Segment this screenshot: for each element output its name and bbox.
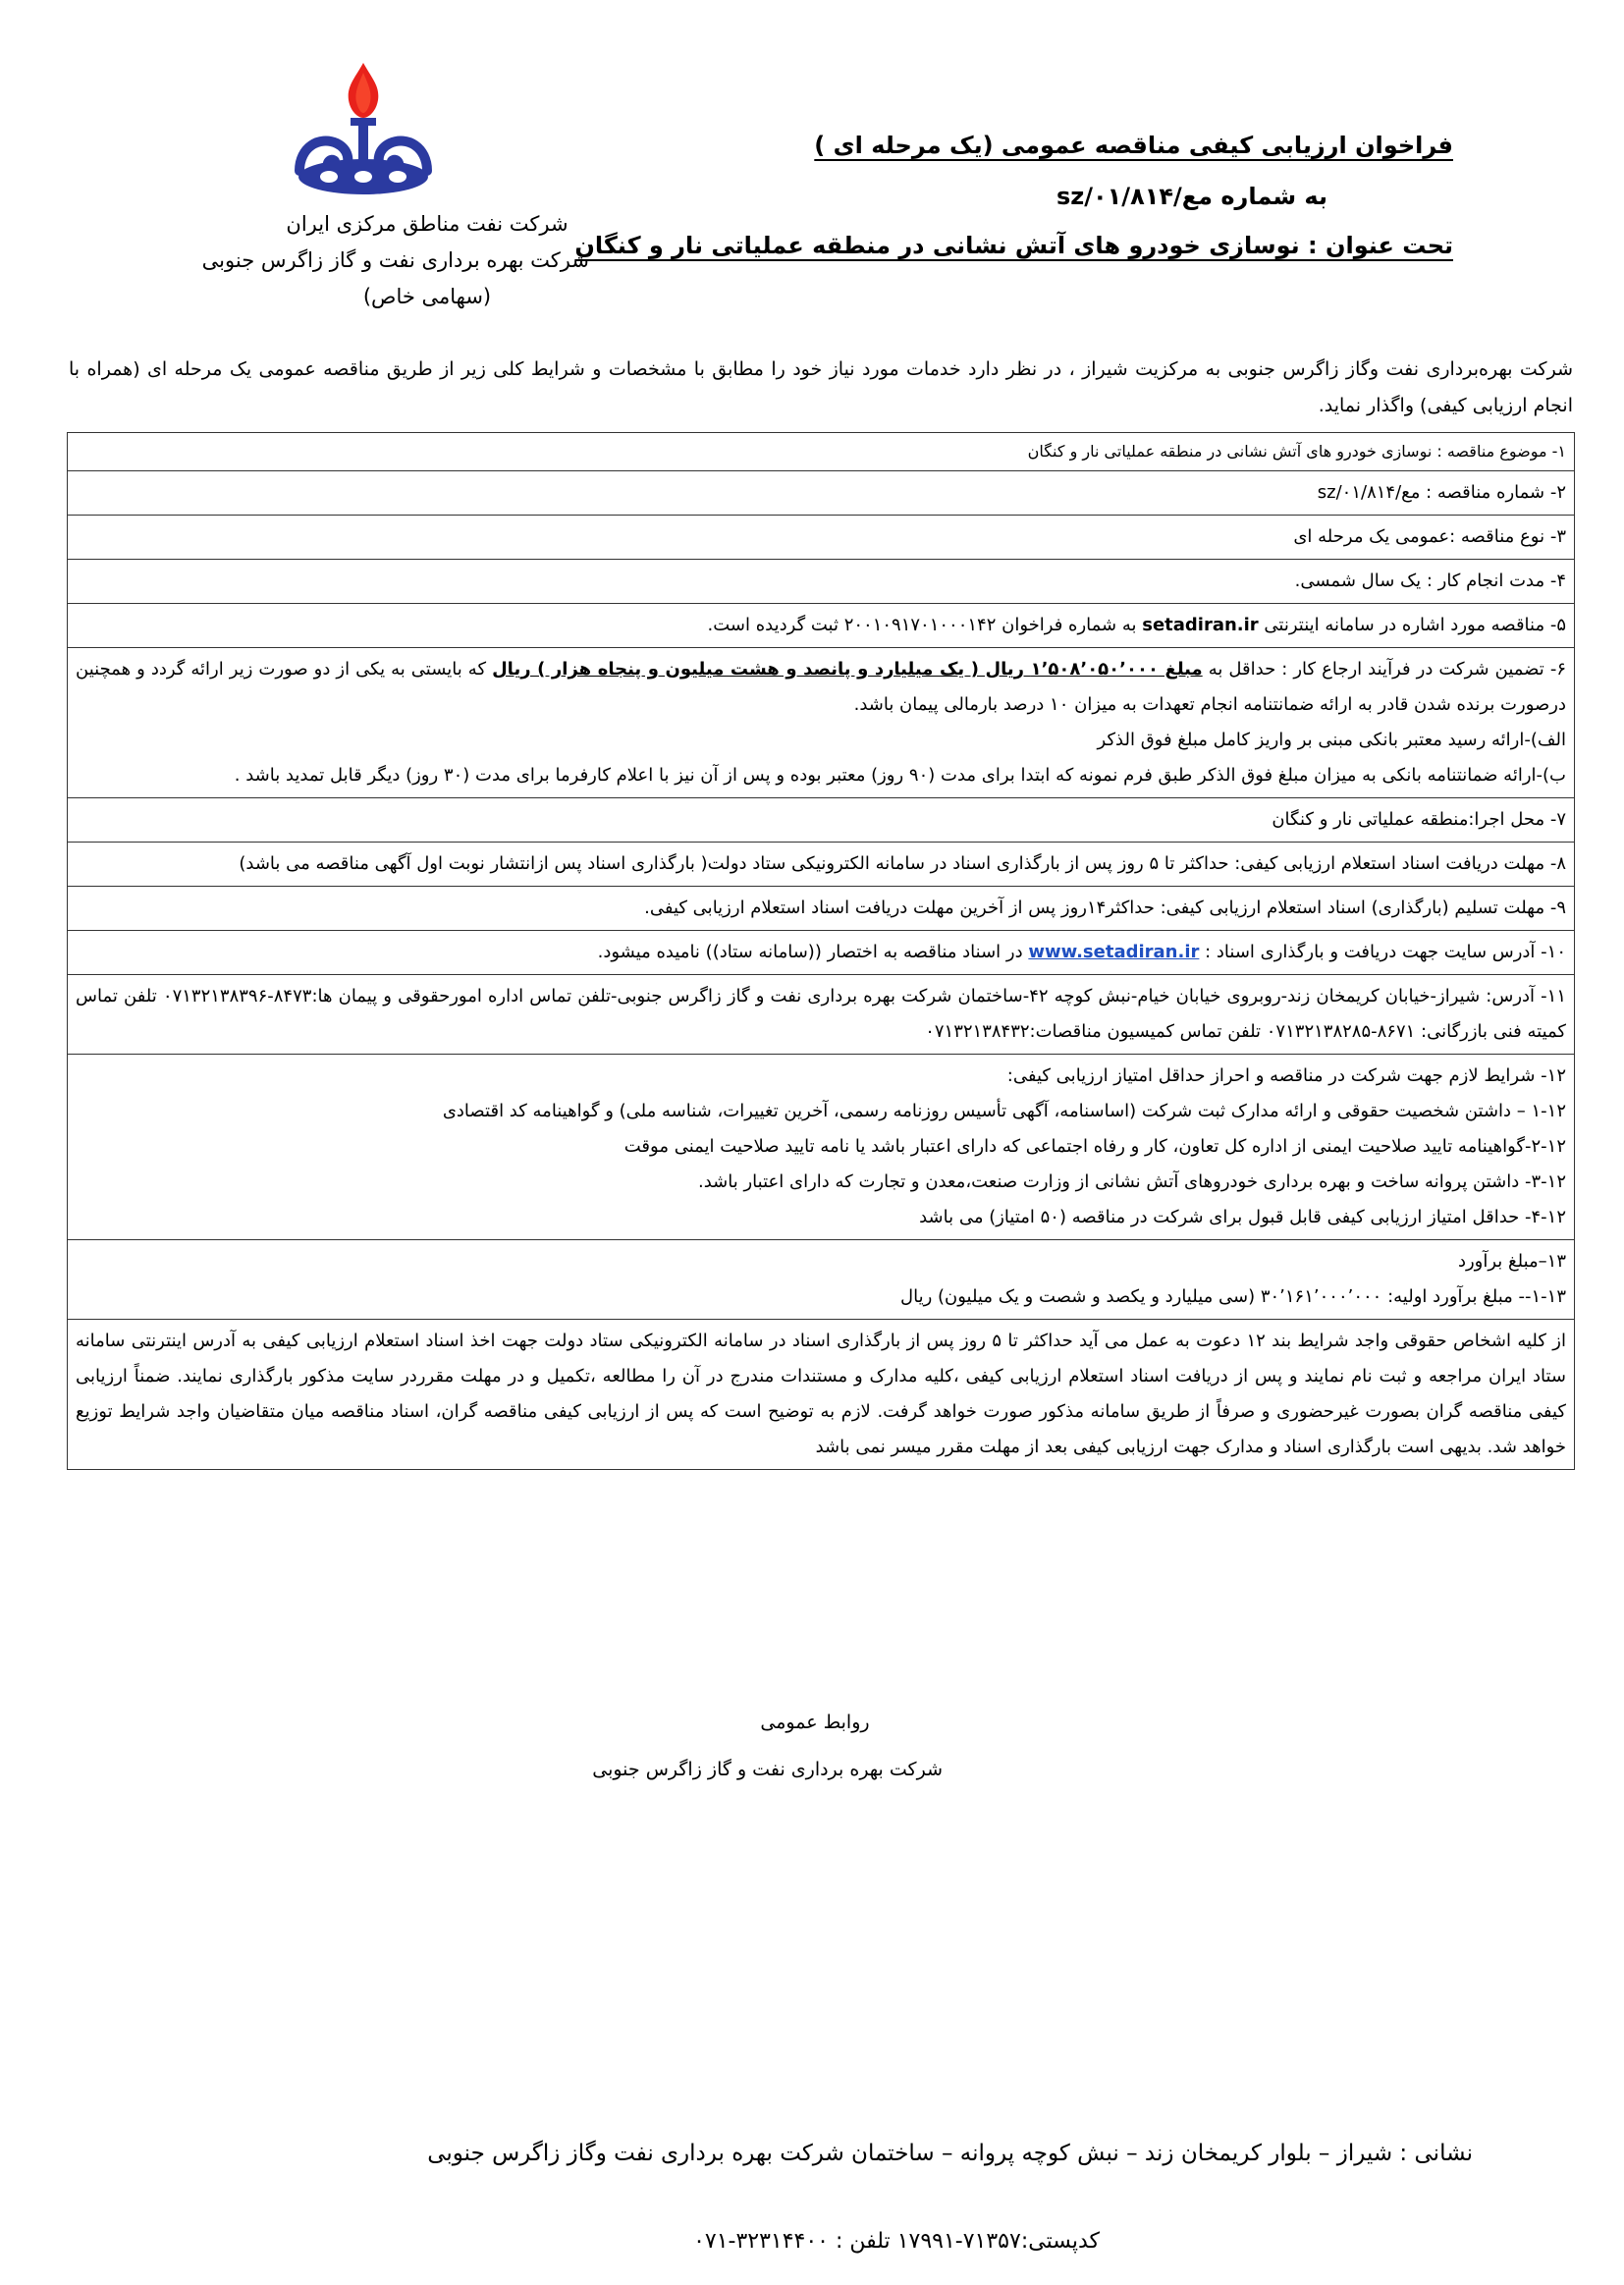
company-block <box>201 206 589 315</box>
table-row <box>68 1240 1575 1320</box>
estimate-heading: ۱۳–مبلغ برآورد <box>1457 1251 1566 1272</box>
footer-address: نشانی : شیراز – بلوار کریمخان زند – نبش کوچه پروانه – ساختمان شرکت بهره برداری نفت وگاز زاگرس جنوبی <box>427 2141 1473 2166</box>
company-line-2: شرکت بهره برداری نفت و گاز زاگرس جنوبی <box>201 248 589 272</box>
estimate-amount: ۱-۱۳-- مبلغ برآورد اولیه: ۳۰٬۱۶۱٬۰۰۰٬۰۰۰ (سی میلیارد و یکصد و شصت و یک میلیون) ریال <box>900 1286 1566 1307</box>
conditions-heading: ۱۲- شرایط لازم جهت شرکت در مناقصه و احراز حداقل امتیاز ارزیابی کیفی: <box>1006 1065 1566 1086</box>
guarantee-option-b: ب)-ارائه ضمانتنامه بانکی به میزان مبلغ فوق الذکر طبق فرم نمونه که ابتدا برای مدت (۹۰ روز) معتبر بوده و پس از آن نیز با اعلام کارفرما برای مدت (۳۰ روز) دیگر قابل تمدید باشد . <box>234 765 1566 786</box>
row-address: ۱۱- آدرس: شیراز-خیابان کریمخان زند-روبروی خیابان خیام-نبش کوچه ۴۲-ساختمان شرکت بهره برداری نفت و گاز زاگرس جنوبی-تلفن تماس اداره امورحقوقی و پیمان ها:۸۴۷۳-۰۷۱۳۲۱۳۸۳۹۶ تلفن تماس کمیته فنی بازرگانی: ۸۶۷۱-۰۷۱۳۲۱۳۸۲۸۵ تلفن تماس کمیسیون مناقصات:۰۷۱۳۲۱۳۸۴۳۲ <box>68 975 1575 1055</box>
signature-company: شرکت بهره برداری نفت و گاز زاگرس جنوبی <box>592 1759 943 1780</box>
row-website <box>68 931 1575 975</box>
table-row <box>68 887 1575 931</box>
setadiran-site-text: setadiran.ir <box>1142 615 1259 635</box>
intro-paragraph: شرکت بهره‌برداری نفت وگاز زاگرس جنوبی به مرکزیت شیراز ، در نظر دارد خدمات مورد نیاز خود را مطابق با مشخصات و شرایط کلی زیر از طریق مناقصه عمومی یک مرحله ای (همراه با انجام ارزیابی کیفی) واگذار نماید. <box>69 358 1573 416</box>
company-line-3: (سهامی خاص) <box>362 285 492 308</box>
table-row <box>68 560 1575 604</box>
row-duration: ۴- مدت انجام کار : یک سال شمسی. <box>68 560 1575 604</box>
table-row <box>68 798 1575 843</box>
company-logo <box>290 61 437 200</box>
row-guarantee <box>68 648 1575 798</box>
table-row <box>68 975 1575 1055</box>
signature-dept: روابط عمومی <box>760 1712 870 1733</box>
guarantee-post: که بایستی به یکی از دو صورت زیر ارائه گردد و همچنین درصورت برنده شدن قادر به ارائه ضمانتنامه انجام تعهدات به میزان ۱۰ درصد بارمالی پیمان باشد. <box>76 659 1566 715</box>
row-receive-deadline: ۸- مهلت دریافت اسناد استعلام ارزیابی کیفی: حداکثر تا ۵ روز پس از بارگذاری اسناد در سامانه الکترونیکی ستاد دولت( بارگذاری اسناد پس ازانتشار نوبت اول آگهی مناقصه می باشد) <box>68 843 1575 887</box>
website-pre: ۱۰- آدرس سایت جهت دریافت و بارگذاری اسناد : <box>1205 942 1566 962</box>
table-row <box>68 471 1575 516</box>
table-row <box>68 1055 1575 1240</box>
row-type: ۳- نوع مناقصه :عمومی یک مرحله ای <box>68 516 1575 560</box>
condition-2: ۲-۱۲-گواهینامه تایید صلاحیت ایمنی از اداره کل تعاون، کار و رفاه اجتماعی که دارای اعتبار باشد یا نامه تایید صلاحیت ایمنی موقت <box>623 1136 1566 1157</box>
tender-details-table <box>67 432 1575 1470</box>
condition-4: ۴-۱۲- حداقل امتیاز ارزیابی کیفی قابل قبول برای شرکت در مناقصه (۵۰ امتیاز) می باشد <box>919 1207 1566 1227</box>
tender-number: به شماره مع/sz/۰۱/۸۱۴ <box>1056 183 1327 210</box>
row-number: ۲- شماره مناقصه : مع/sz/۰۱/۸۱۴ <box>68 471 1575 516</box>
condition-1: ۱-۱۲ – داشتن شخصیت حقوقی و ارائه مدارک ثبت شرکت (اساسنامه، آگهی تأسیس روزنامه رسمی، آخرین تغییرات، شناسه ملی) و گواهینامه کد اقتصادی <box>442 1101 1566 1121</box>
guarantee-pre: ۶- تضمین شرکت در فرآیند ارجاع کار : حداقل به <box>1208 659 1566 680</box>
signature-block <box>592 1699 943 1793</box>
tender-subject: تحت عنوان : نوسازی خودرو های آتش نشانی در منطقه عملیاتی نار و کنگان <box>574 232 1453 259</box>
row-registration-pre: ۵- مناقصه مورد اشاره در سامانه اینترنتی <box>1264 615 1566 635</box>
table-row <box>68 433 1575 471</box>
table-row <box>68 931 1575 975</box>
row-invitation: از کلیه اشخاص حقوقی واجد شرایط بند ۱۲ دعوت به عمل می آید حداکثر تا ۵ روز پس از بارگذاری اسناد در سامانه الکترونیکی ستاد دولت جهت اخذ اسناد استعلام ارزیابی کیفی به آدرس اینترنتی سامانه ستاد ایران مراجعه و ثبت نام نمایند و پس از دریافت اسناد استعلام ارزیابی کیفی ،کلیه مدارک و مستندات مندرج در آن را مطالعه ،تکمیل و در مهلت مقرردر سایت مذکور بارگذاری نمایند. ضمناً ارزیابی کیفی مناقصه گران بصورت غیرحضوری و صرفاً از طریق سامانه مذکور صورت خواهد گرفت. لازم به توضیح است که پس از ارزیابی کیفی مناقصه گران، اسناد مناقصه میان متقاضیان واجد شرایط توزیع خواهد شد. بدیهی است بارگذاری اسناد و مدارک جهت ارزیابی کیفی بعد از مهلت مقرر میسر نمی باشد <box>68 1320 1575 1470</box>
guarantee-option-a: الف)-ارائه رسید معتبر بانکی مبنی بر واریز کامل مبلغ فوق الذکر <box>1097 730 1566 750</box>
row-location: ۷- محل اجرا:منطقه عملیاتی نار و کنگان <box>68 798 1575 843</box>
row-submit-deadline: ۹- مهلت تسلیم (بارگذاری) اسناد استعلام ارزیابی کیفی: حداکثر۱۴روز پس از آخرین مهلت دریافت اسناد استعلام ارزیابی کیفی. <box>68 887 1575 931</box>
website-post: در اسناد مناقصه به اختصار ((سامانه ستاد)) نامیده میشود. <box>597 942 1023 962</box>
row-conditions <box>68 1055 1575 1240</box>
row-estimate <box>68 1240 1575 1320</box>
footer-postal: کدپستی:۷۱۳۵۷-۱۷۹۹۱ تلفن : ۳۲۳۱۴۴۰۰-۰۷۱ <box>693 2229 1100 2254</box>
row-subject: ۱- موضوع مناقصه : نوسازی خودرو های آتش نشانی در منطقه عملیاتی نار و کنگان <box>68 433 1575 471</box>
table-row <box>68 516 1575 560</box>
guarantee-amount: مبلغ ۱٬۵۰۸٬۰۵۰٬۰۰۰ ریال ( یک میلیارد و پانصد و هشت میلیون و پنجاه هزار ) ریال <box>492 659 1203 680</box>
table-row <box>68 1320 1575 1470</box>
table-row <box>68 604 1575 648</box>
company-line-1: شرکت نفت مناطق مرکزی ایران <box>286 212 568 236</box>
row-registration-post: به شماره فراخوان ۲۰۰۱۰۹۱۷۰۱۰۰۰۱۴۲ ثبت گردیده است. <box>707 615 1137 635</box>
condition-3: ۳-۱۲- داشتن پروانه ساخت و بهره برداری خودروهای آتش نشانی از وزارت صنعت،معدن و تجارت که دارای اعتبار باشد. <box>698 1171 1566 1192</box>
table-row <box>68 648 1575 798</box>
row-registration <box>68 604 1575 648</box>
setadiran-link[interactable]: www.setadiran.ir <box>1028 942 1200 962</box>
tender-title: فراخوان ارزیابی کیفی مناقصه عمومی (یک مرحله ای ) <box>814 132 1453 159</box>
table-row <box>68 843 1575 887</box>
